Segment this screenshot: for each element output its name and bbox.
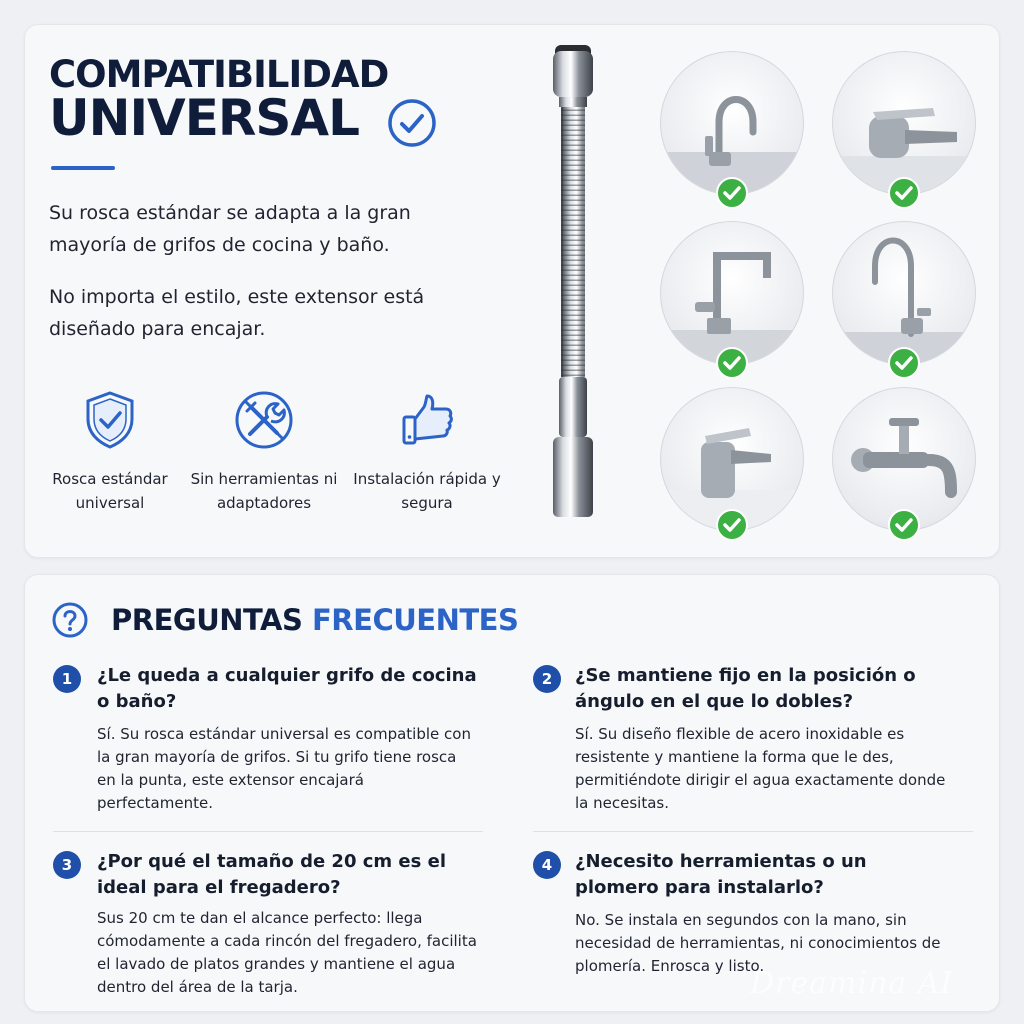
faq-question: ¿Por qué el tamaño de 20 cm es el ideal para el fregadero?	[97, 851, 446, 898]
faq-card	[24, 574, 1000, 1012]
feature-label: Sin herramientas ni adaptadores	[190, 470, 338, 512]
feature-universal-thread	[35, 389, 185, 515]
style-paragraph: No importa el estilo, este extensor está diseñado para encajar.	[49, 286, 425, 340]
question-circle-icon	[51, 601, 89, 639]
faq-number-badge: 4	[533, 851, 561, 879]
title-underline	[51, 166, 115, 170]
flexible-hose-image	[533, 41, 613, 521]
check-circle-icon	[386, 97, 438, 149]
faq-number-badge: 2	[533, 665, 561, 693]
faq-answer: No. Se instala en segundos con la mano, sin necesidad de herramientas, ni conocimientos de plomería. Enrosca y listo.	[575, 911, 941, 975]
check-badge-icon	[716, 509, 748, 541]
title-line-1: COMPATIBILIDAD	[49, 53, 389, 96]
check-badge-icon	[716, 347, 748, 379]
faq-divider	[533, 831, 973, 832]
feature-label: Rosca estándar universal	[52, 470, 168, 512]
thumbs-up-icon	[396, 389, 458, 451]
faq-answer: Sí. Su rosca estándar universal es compatible con la gran mayoría de grifos. Si tu grifo tiene rosca en la punta, este extensor encajará perfectamente.	[97, 725, 471, 812]
watermark: Dreamina AI	[750, 966, 954, 1001]
title-line-2: UNIVERSAL	[49, 89, 359, 147]
feature-no-tools	[189, 389, 339, 515]
faq-title-main: PREGUNTAS	[111, 603, 303, 637]
faq-title-accent: FRECUENTES	[312, 603, 519, 637]
faucet-photo-gooseneck	[832, 221, 976, 365]
shield-check-icon	[79, 389, 141, 451]
check-badge-icon	[716, 177, 748, 209]
feature-label: Instalación rápida y segura	[353, 470, 501, 512]
check-badge-icon	[888, 177, 920, 209]
feature-quick-install	[352, 389, 502, 515]
faq-question: ¿Le queda a cualquier grifo de cocina o baño?	[97, 665, 477, 712]
compatibility-card	[24, 24, 1000, 558]
faq-question: ¿Se mantiene fijo en la posición o ángulo en el que lo dobles?	[575, 665, 916, 712]
faucet-photo-square-spout	[660, 221, 804, 365]
no-tools-icon	[233, 389, 295, 451]
check-badge-icon	[888, 509, 920, 541]
faucet-photo-kitchen	[660, 51, 804, 195]
faq-answer: Sus 20 cm te dan el alcance perfecto: llega cómodamente a cada rincón del fregadero, facilita el lavado de platos grandes y mantiene el agua dentro del área de la tarja.	[97, 909, 477, 996]
check-badge-icon	[888, 347, 920, 379]
faq-answer: Sí. Su diseño flexible de acero inoxidable es resistente y mantiene la forma que le des, permitiéndote dirigir el agua exactamente donde la necesitas.	[575, 725, 946, 812]
faq-number-badge: 1	[53, 665, 81, 693]
faucet-photo-bathroom	[832, 51, 976, 195]
faq-number-badge: 3	[53, 851, 81, 879]
faq-divider	[53, 831, 483, 832]
faq-question: ¿Necesito herramientas o un plomero para instalarlo?	[575, 851, 867, 898]
intro-paragraph: Su rosca estándar se adapta a la gran mayoría de grifos de cocina y baño.	[49, 202, 411, 256]
faq-title	[111, 603, 518, 637]
